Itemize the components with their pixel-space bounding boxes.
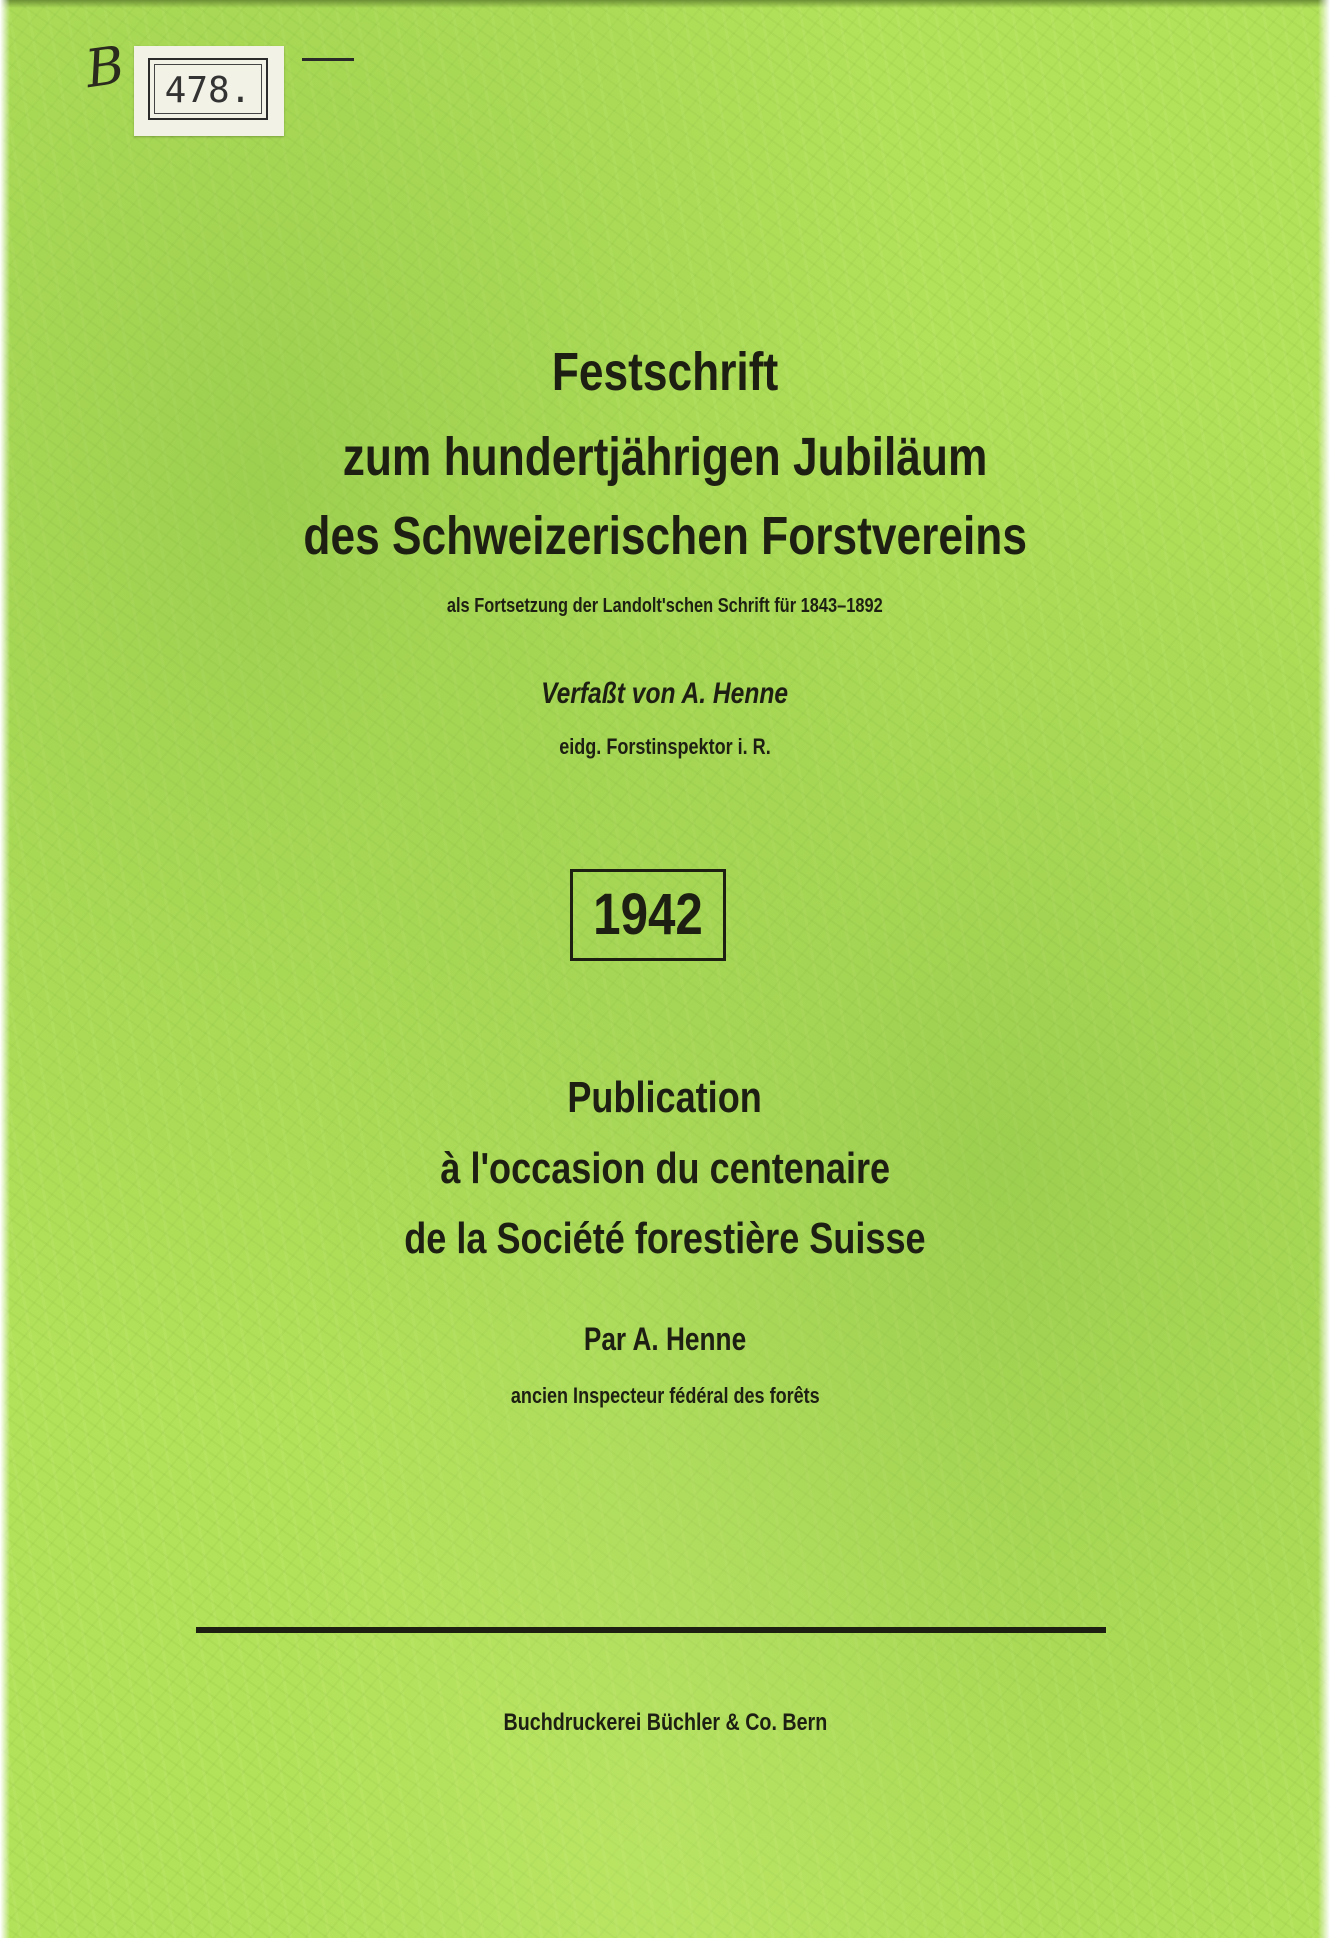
library-label-frame xyxy=(148,58,268,120)
german-author xyxy=(0,676,1330,712)
french-title-line2-text: à l'occasion du centenaire xyxy=(440,1144,890,1193)
french-title-line2 xyxy=(0,1143,1330,1195)
year-box xyxy=(570,869,726,961)
cover-right-edge xyxy=(1318,0,1330,1938)
library-label xyxy=(134,46,284,136)
german-title-line3 xyxy=(0,504,1330,568)
cover-top-edge xyxy=(0,0,1330,8)
german-author-text: Verfaßt von A. Henne xyxy=(541,677,789,710)
german-title-line2 xyxy=(0,425,1330,489)
german-title-line3-text: des Schweizerischen Forstvereins xyxy=(303,506,1027,566)
german-subtitle xyxy=(0,593,1330,619)
publisher-imprint xyxy=(0,1708,1330,1738)
french-title-text: Publication xyxy=(567,1073,763,1122)
french-author xyxy=(0,1320,1330,1358)
library-label-number: 478. xyxy=(164,70,252,111)
french-author-text: Par A. Henne xyxy=(583,1321,747,1357)
handwritten-shelf-prefix: B xyxy=(81,35,125,101)
german-author-role xyxy=(0,733,1330,761)
handwritten-dash xyxy=(302,58,354,61)
german-author-role-text: eidg. Forstinspektor i. R. xyxy=(559,734,771,759)
french-title xyxy=(0,1072,1330,1124)
german-title-line2-text: zum hundertjährigen Jubiläum xyxy=(342,427,988,487)
french-author-role xyxy=(0,1382,1330,1410)
year-text: 1942 xyxy=(593,882,703,947)
cover-left-edge xyxy=(0,0,10,1938)
french-author-role-text: ancien Inspecteur fédéral des forêts xyxy=(510,1383,820,1408)
french-title-line3-text: de la Société forestière Suisse xyxy=(404,1214,926,1263)
french-title-line3 xyxy=(0,1213,1330,1265)
german-title xyxy=(0,340,1330,404)
german-title-text: Festschrift xyxy=(551,342,779,402)
german-subtitle-text: als Fortsetzung der Landolt'schen Schrift für 1843–1892 xyxy=(447,595,883,617)
publisher-imprint-text: Buchdruckerei Büchler & Co. Bern xyxy=(503,1709,827,1736)
horizontal-rule xyxy=(196,1627,1106,1633)
